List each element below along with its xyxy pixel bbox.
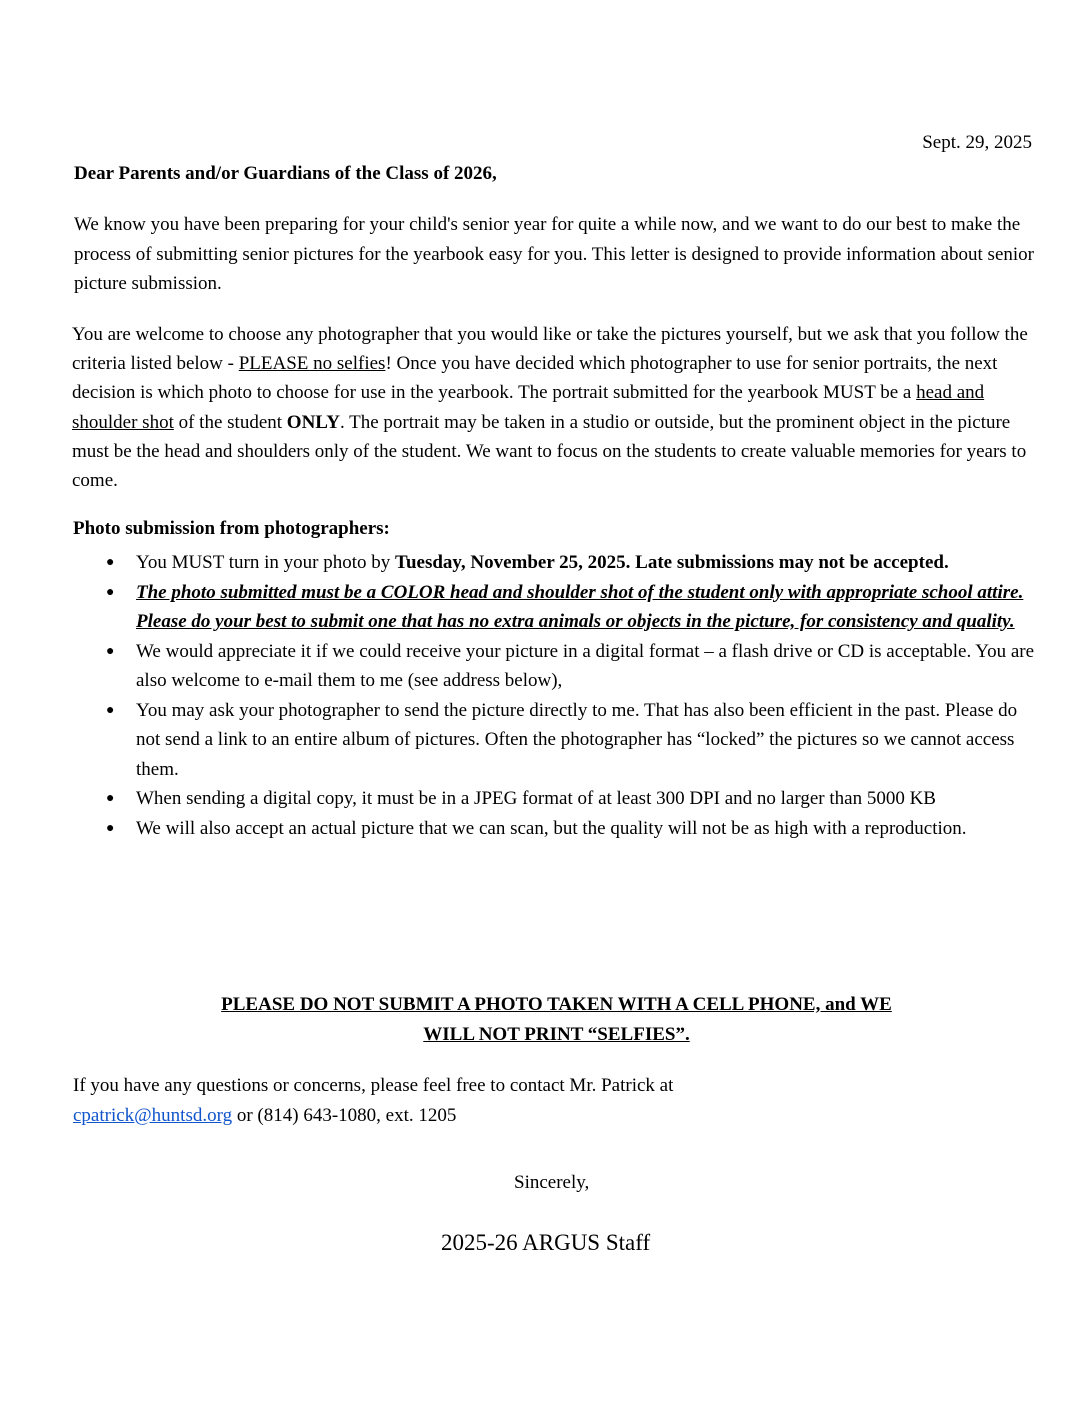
list-item <box>0 696 1036 785</box>
criteria-paragraph <box>72 320 1047 495</box>
bullet-icon: ● <box>106 584 115 600</box>
bullet-6-text: We will also accept an actual picture that we can scan, but the quality will not be as high with a reproduction. <box>136 817 967 839</box>
letter-greeting: Dear Parents and/or Guardians of the Class of 2026, <box>74 163 497 184</box>
signature: 2025-26 ARGUS Staff <box>441 1230 651 1255</box>
phone-text: or (814) 643-1080, ext. 1205 <box>232 1104 457 1126</box>
bullet-icon: ● <box>106 643 115 659</box>
list-item <box>0 637 1036 696</box>
letter-date: Sept. 29, 2025 <box>922 132 1032 153</box>
bullet-4-text: You may ask your photographer to send the picture directly to me. That has also been efficient in the past. Please do not send a link to an entire album of pictures. Often the photographer has “locked” the pictures so we cannot access them. <box>136 699 1018 780</box>
email-link[interactable]: cpatrick@huntsd.org <box>73 1104 233 1126</box>
list-item <box>0 548 1036 578</box>
list-item <box>0 784 1036 814</box>
head-shoulder-text: head and shoulder shot <box>72 382 985 433</box>
list-item <box>0 814 1036 844</box>
warning-line-1: PLEASE DO NOT SUBMIT A PHOTO TAKEN WITH A CELL PHONE, and WE <box>221 994 892 1015</box>
bullet-3-text: We would appreciate it if we could receive your picture in a digital format – a flash drive or CD is acceptable. You are also welcome to e-mail them to me (see address below), <box>136 640 1035 691</box>
intro-paragraph: We know you have been preparing for your child's senior year for quite a while now, and we want to do our best to make the process of submitting senior pictures for the yearbook easy for you. This letter is designed to provide information about senior picture submission. <box>74 214 1034 294</box>
closing: Sincerely, <box>514 1172 590 1193</box>
criteria-text-1: You are welcome to choose any photographer that you would like or take the pictures yourself, but we ask that you follow the criteria listed below - <box>72 324 1028 375</box>
bullet-icon: ● <box>106 555 115 570</box>
contact-paragraph <box>73 1071 973 1130</box>
bullet-5-text: When sending a digital copy, it must be in a JPEG format of at least 300 DPI and no larger than 5000 KB <box>136 788 936 809</box>
contact-text: If you have any questions or concerns, please feel free to contact Mr. Patrick at <box>73 1075 674 1096</box>
bullet-2-text: The photo submitted must be a COLOR head and shoulder shot of the student only with appropriate school attire. Please do your best to submit one that has no extra animals or objects in the picture, for consistency and quality. <box>136 581 1024 632</box>
list-item <box>0 578 1036 637</box>
criteria-text-3: of the student <box>173 411 287 433</box>
bullet-icon: ● <box>106 702 115 718</box>
section-heading: Photo submission from photographers: <box>73 518 390 539</box>
bullet-icon: ● <box>106 791 115 806</box>
criteria-text-2: ! Once you have decided which photographer to use for senior portraits, the next decision is which photo to choose for use in the yearbook. The portrait submitted for the yearbook MUST be a <box>72 353 998 404</box>
warning-line-2: WILL NOT PRINT “SELFIES”. <box>423 1024 690 1045</box>
criteria-text-4: . The portrait may be taken in a studio or outside, but the prominent object in the picture must be the head and shoulders only of the student. We want to focus on the students to create valuable memories for years to come. <box>72 411 1027 492</box>
bullet-icon: ● <box>106 820 115 836</box>
no-selfies-text: PLEASE no selfies <box>238 353 386 375</box>
deadline-text: Tuesday, November 25, 2025. Late submissions may not be accepted. <box>395 552 949 573</box>
selfie-warning <box>0 990 1088 1050</box>
only-text: ONLY <box>286 411 340 433</box>
submission-list <box>0 548 1088 843</box>
bullet-1-text: You MUST turn in your photo by <box>136 552 396 573</box>
